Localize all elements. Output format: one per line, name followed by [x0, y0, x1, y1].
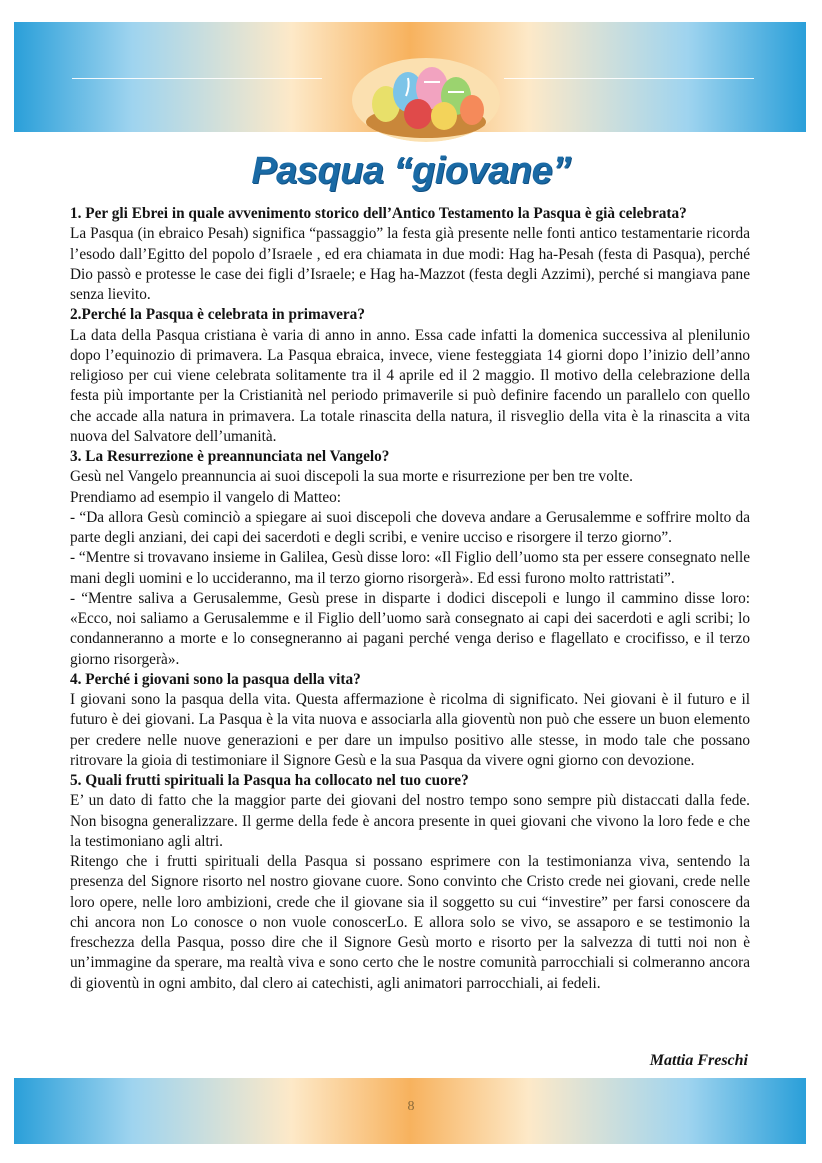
- gospel-quote: - “Mentre si trovavano insieme in Galilea, Gesù disse loro: «Il Figlio dell’uomo sta per essere consegnato nelle mani degli uomini e lo uccideranno, ma il terzo giorno risorgerà». Ed essi furono molto rattristati”.: [70, 549, 750, 587]
- author-signature: Mattia Freschi: [649, 1052, 748, 1069]
- header-rule-left: [72, 78, 322, 79]
- question-1: 1. Per gli Ebrei in quale avvenimento storico dell’Antico Testamento la Pasqua è già celebrata?: [70, 205, 687, 222]
- question-5: 5. Quali frutti spirituali la Pasqua ha collocato nel tuo cuore?: [70, 772, 469, 789]
- gospel-quote: - “Mentre saliva a Gerusalemme, Gesù prese in disparte i dodici discepoli e lungo il cammino disse loro: «Ecco, noi saliamo a Gerusalemme e il Figlio dell’uomo sarà consegnato ai capi dei sacerdoti e agli scribi; lo condanneranno a morte e lo consegneranno ai pagani perché venga deriso e flagellato e crocifisso, e il terzo giorno risorgerà».: [70, 589, 750, 668]
- answer-3-paragraph: Prendiamo ad esempio il vangelo di Matteo:: [70, 488, 342, 506]
- gospel-quote: - “Da allora Gesù cominciò a spiegare ai suoi discepoli che doveva andare a Gerusalemme e soffrire molto da parte degli anziani, dei capi dei sacerdoti e degli scribi, e venire ucciso e risorgere il terzo giorno”.: [70, 508, 750, 546]
- answer-4-paragraph: I giovani sono la pasqua della vita. Questa affermazione è ricolma di significato. Nei giovani è il futuro e il futuro è dei giovani. La Pasqua è la vita nuova e associarla alla gioventù non può che essere un buon elemento per credere nelle nuove generazioni e per dare un impulso positivo alle stesse, in modo tale che possano ritrovare la gioia di testimoniare il Signore Gesù e la sua Pasqua da vivere ogni giorno con devozione.: [70, 691, 750, 769]
- easter-eggs-image: [350, 52, 502, 142]
- header-banner: [14, 22, 806, 132]
- answer-5-paragraph: E’ un dato di fatto che la maggior parte dei giovani del nostro tempo sono sempre più distaccati dalla fede. Non bisogna generalizzare. Il germe della fede è ancora presente in quei giovani che vivono la loro fede e che la testimoniano agli altri.: [70, 792, 750, 850]
- answer-5-paragraph: Ritengo che i frutti spirituali della Pasqua si possano esprimere con la testimonianza viva, sentendo la presenza del Signore risorto nel nostro giovane cuore. Sono convinto che Cristo crede nei giovani, crede nelle loro opere, nelle loro ambizioni, crede che il giovane sia il soggetto su cui “investire” per farsi conoscere da chi ancora non Lo conosce o non vuole conoscerLo. E allora solo se vivo, se assaporo e se testimonio la freschezza della Pasqua, posso dire che il Signore Gesù morto e risorto per la salvezza di tutti noi non è un’immagine da sperare, ma realtà viva e sono certo che le nostre comunità parrocchiali si colmeranno ancora di gioventù in ogni ambito, dal clero ai catechisti, agli animatori parrocchiali, ai fedeli.: [70, 853, 750, 992]
- page-title: Pasqua “giovane”: [251, 150, 571, 192]
- question-2: 2.Perché la Pasqua è celebrata in primavera?: [70, 306, 365, 324]
- answer-2-paragraph: La data della Pasqua cristiana è varia di anno in anno. Essa cade infatti la domenica successiva al plenilunio dopo l’equinozio di primavera. La Pasqua ebraica, invece, viene festeggiata 14 giorni dopo l’inizio dell’anno religioso per cui viene celebrata solitamente tra il 4 aprile ed il 2 maggio. Il motivo della celebrazione della festa più importante per la Cristianità nel periodo primaverile si può definire facendo un parallelo con quello che accade alla natura in primavera. La totale rinascita della natura, il risveglio della vita è la rinascita a vita nuova del Salvatore dell’umanità.: [70, 326, 750, 445]
- article-body: [70, 204, 750, 994]
- question-3: 3. La Resurrezione è preannunciata nel Vangelo?: [70, 448, 390, 465]
- header-rule-right: [504, 78, 754, 79]
- answer-1-paragraph: La Pasqua (in ebraico Pesah) significa “passaggio” la festa già presente nelle fonti antico testamentarie ricorda l’esodo dall’Egitto del popolo d’Israele , ed era chiamata in due modi: Hag ha-Pesah (festa di Pasqua), perché Dio passò e protesse le case dei figli d’Israele; e Hag ha-Mazzot (festa degli Azzimi), perché si mangiava pane senza lievito.: [70, 225, 750, 303]
- answer-3-paragraph: Gesù nel Vangelo preannuncia ai suoi discepoli la sua morte e risurrezione per ben tre volte.: [70, 468, 633, 486]
- question-4: 4. Perché i giovani sono la pasqua della vita?: [70, 670, 361, 688]
- page-number: 8: [407, 1099, 415, 1114]
